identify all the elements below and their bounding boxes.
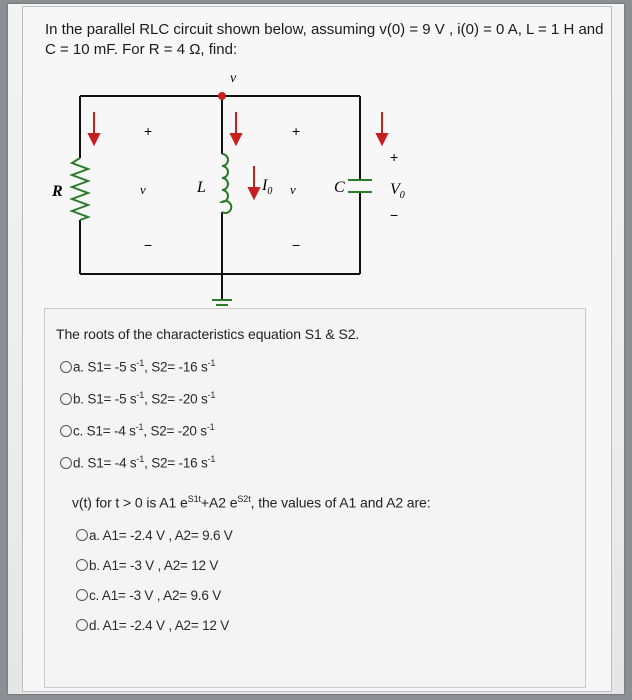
resistor-symbol bbox=[72, 158, 88, 220]
capacitor-symbol bbox=[348, 180, 372, 192]
radio-button-icon[interactable] bbox=[60, 393, 72, 405]
current-io-label: $I_0$ bbox=[262, 177, 273, 197]
question-1-text: The roots of the characteristics equation S1 & S2. bbox=[56, 326, 360, 342]
inductor-symbol bbox=[222, 154, 231, 213]
question-2-text: v(t) for t > 0 is A1 $e^{S1t}+A2$ $e^{S2t}$, the values of A1 and A2 are: bbox=[72, 494, 431, 511]
top-voltage-label: v bbox=[230, 71, 237, 86]
q2-option-a[interactable]: a. A1= -2.4 V , A2= 9.6 V bbox=[76, 528, 233, 543]
rlc-circuit-diagram bbox=[40, 70, 460, 330]
problem-line-2: C = 10 mF. For R = 4 Ω, find: bbox=[45, 41, 238, 58]
node-dot bbox=[218, 92, 226, 100]
minus-right: − bbox=[292, 237, 301, 253]
q2-option-d[interactable]: d. A1= -2.4 V , A2= 12 V bbox=[76, 618, 229, 633]
q2-option-c[interactable]: c. A1= -3 V , A2= 9.6 V bbox=[76, 588, 221, 603]
plus-right: + bbox=[292, 123, 301, 139]
q1-option-d[interactable]: d. S1= -4 $s^{-1}$, S2= -16 $s^{-1}$ bbox=[60, 454, 215, 471]
voltage-vo-label: $V_0$ bbox=[390, 181, 405, 201]
minus-left: − bbox=[144, 237, 153, 253]
problem-statement bbox=[45, 20, 605, 60]
plus-vo: + bbox=[390, 149, 399, 165]
radio-button-icon[interactable] bbox=[60, 425, 72, 437]
minus-vo: − bbox=[390, 207, 399, 223]
radio-button-icon[interactable] bbox=[76, 559, 88, 571]
q2-option-b[interactable]: b. A1= -3 V , A2= 12 V bbox=[76, 558, 218, 573]
problem-line-1: In the parallel RLC circuit shown below, assuming v(0) = 9 V , i(0) = 0 A, L = 1 H and bbox=[45, 21, 604, 38]
radio-button-icon[interactable] bbox=[76, 589, 88, 601]
voltage-v-left: v bbox=[140, 182, 146, 197]
q1-option-c[interactable]: c. S1= -4 $s^{-1}$, S2= -20 $s^{-1}$ bbox=[60, 422, 214, 439]
radio-button-icon[interactable] bbox=[76, 529, 88, 541]
voltage-v-right: v bbox=[290, 182, 296, 197]
radio-button-icon[interactable] bbox=[60, 457, 72, 469]
q1-option-b[interactable]: b. S1= -5 $s^{-1}$, S2= -20 $s^{-1}$ bbox=[60, 390, 215, 407]
inductor-label: L bbox=[197, 179, 206, 196]
radio-button-icon[interactable] bbox=[60, 361, 72, 373]
plus-left: + bbox=[144, 123, 153, 139]
q1-option-a[interactable]: a. S1= -5 $s^{-1}$, S2= -16 $s^{-1}$ bbox=[60, 358, 215, 375]
radio-button-icon[interactable] bbox=[76, 619, 88, 631]
resistor-label: R bbox=[52, 183, 63, 200]
capacitor-label: C bbox=[334, 179, 345, 196]
